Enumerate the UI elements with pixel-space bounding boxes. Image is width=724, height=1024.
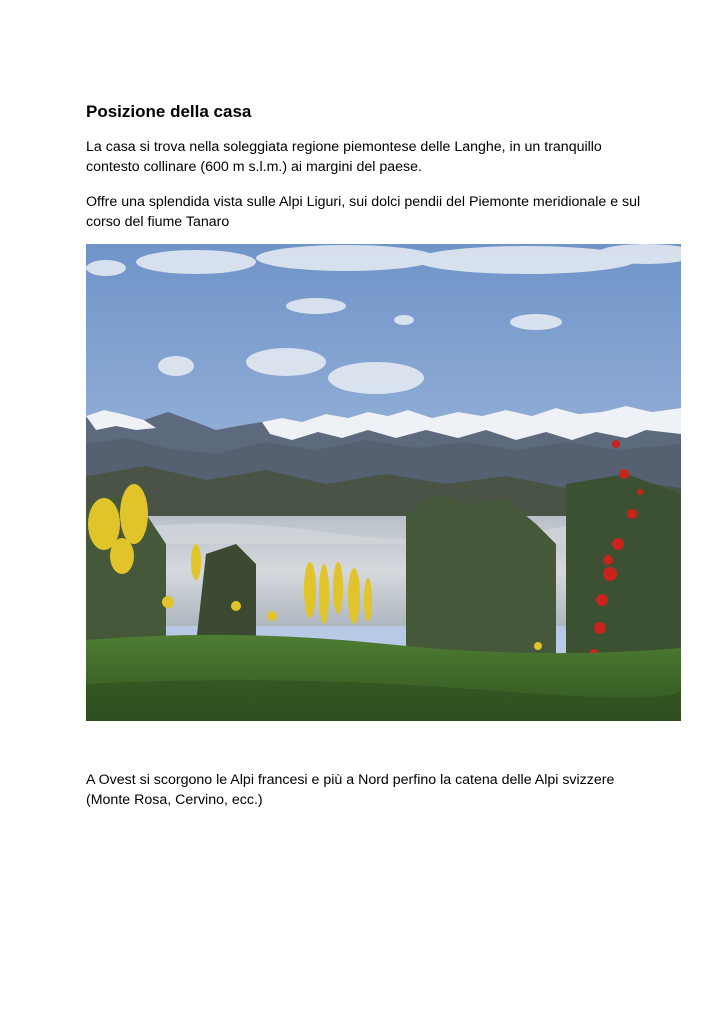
view-paragraph: Offre una splendida vista sulle Alpi Liguri, sui dolci pendii del Piemonte meridionale e sul corso del fiume Tanaro (86, 194, 641, 230)
alps-paragraph: A Ovest si scorgono le Alpi francesi e più a Nord perfino la catena delle Alpi svizzere (Monte Rosa, Cervino, ecc.) (86, 772, 615, 808)
alps-landscape-photo (86, 244, 681, 721)
intro-paragraph: La casa si trova nella soleggiata regione piemontese delle Langhe, in un tranquillo contesto collinare (600 m s.l.m.) ai margini del paese. (86, 139, 602, 175)
page-title: Posizione della casa (86, 102, 252, 121)
